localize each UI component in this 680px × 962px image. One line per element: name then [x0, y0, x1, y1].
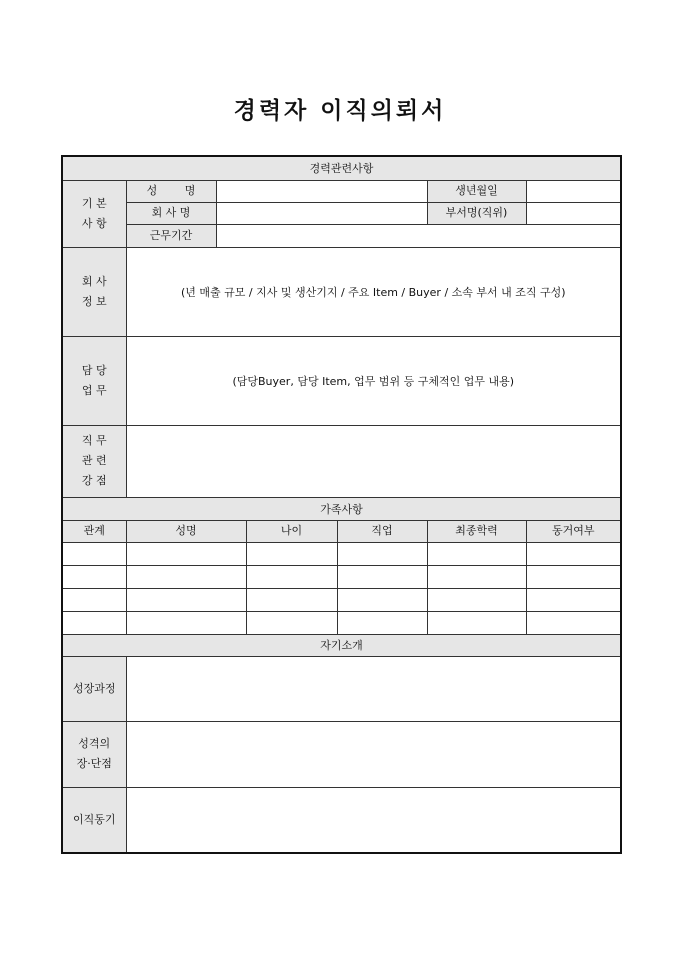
duty-field[interactable]: (담당Buyer, 담당 Item, 업무 범위 등 구체적인 업무 내용) [126, 336, 621, 425]
company-info-label [62, 247, 126, 336]
duty-label-line1: 담 당 [81, 363, 107, 377]
family-cell[interactable] [526, 565, 621, 588]
family-cell[interactable] [62, 611, 126, 634]
company-name-field[interactable] [216, 202, 427, 224]
dept-position-label: 부서명(직위) [427, 202, 526, 224]
name-field[interactable] [216, 180, 427, 202]
family-col-relation: 관계 [62, 520, 126, 542]
family-cell[interactable] [246, 542, 337, 565]
family-cell[interactable] [427, 588, 526, 611]
dept-position-field[interactable] [526, 202, 621, 224]
family-col-education: 최종학력 [427, 520, 526, 542]
company-info-label-line2: 정 보 [81, 294, 107, 308]
work-period-label: 근무기간 [126, 224, 216, 247]
strength-label-line3: 강 점 [81, 474, 107, 487]
basic-info-label [62, 180, 126, 247]
family-cell[interactable] [427, 611, 526, 634]
family-cell[interactable] [126, 565, 246, 588]
family-col-job: 직업 [337, 520, 427, 542]
motive-field[interactable] [126, 787, 621, 853]
family-col-name: 성명 [126, 520, 246, 542]
strength-field[interactable] [126, 425, 621, 497]
strength-label-line1: 직 무 [81, 434, 107, 447]
family-cell[interactable] [526, 611, 621, 634]
intro-section-header: 자기소개 [62, 634, 621, 656]
personality-field[interactable] [126, 721, 621, 787]
family-row [62, 611, 621, 634]
company-name-label: 회 사 명 [126, 202, 216, 224]
family-section-header: 가족사항 [62, 497, 621, 520]
family-cell[interactable] [126, 611, 246, 634]
family-row [62, 565, 621, 588]
personality-label-line2: 장·단점 [76, 757, 112, 770]
family-cell[interactable] [337, 588, 427, 611]
family-col-cohabit: 동거여부 [526, 520, 621, 542]
page-title: 경력자 이직의뢰서 [233, 98, 447, 124]
company-info-label-line1: 회 사 [81, 274, 107, 288]
family-cell[interactable] [337, 565, 427, 588]
resume-form-table [61, 155, 622, 854]
family-cell[interactable] [62, 565, 126, 588]
motive-label: 이직동기 [62, 787, 126, 853]
family-cell[interactable] [427, 565, 526, 588]
family-col-age: 나이 [246, 520, 337, 542]
duty-label-line2: 업 무 [81, 383, 107, 397]
family-cell[interactable] [62, 542, 126, 565]
family-row [62, 588, 621, 611]
basic-info-label-line1: 기 본 [81, 196, 107, 210]
birth-field[interactable] [526, 180, 621, 202]
family-cell[interactable] [427, 542, 526, 565]
family-cell[interactable] [246, 611, 337, 634]
family-cell[interactable] [246, 565, 337, 588]
career-section-header: 경력관련사항 [62, 156, 621, 180]
family-cell[interactable] [246, 588, 337, 611]
strength-label [62, 425, 126, 497]
family-cell[interactable] [126, 542, 246, 565]
growth-label: 성장과정 [62, 656, 126, 721]
personality-label-line1: 성격의 [78, 737, 111, 750]
strength-label-line2: 관 련 [81, 454, 107, 467]
family-cell[interactable] [337, 611, 427, 634]
family-cell[interactable] [526, 588, 621, 611]
family-cell[interactable] [526, 542, 621, 565]
birth-label: 생년월일 [427, 180, 526, 202]
duty-label [62, 336, 126, 425]
personality-label [62, 721, 126, 787]
family-cell[interactable] [62, 588, 126, 611]
growth-field[interactable] [126, 656, 621, 721]
work-period-field[interactable] [216, 224, 621, 247]
family-row [62, 542, 621, 565]
name-label: 성 명 [126, 180, 216, 202]
company-info-field[interactable]: (년 매출 규모 / 지사 및 생산기지 / 주요 Item / Buyer / 소속 부서 내 조직 구성) [126, 247, 621, 336]
family-cell[interactable] [126, 588, 246, 611]
family-cell[interactable] [337, 542, 427, 565]
basic-info-label-line2: 사 항 [81, 216, 107, 230]
